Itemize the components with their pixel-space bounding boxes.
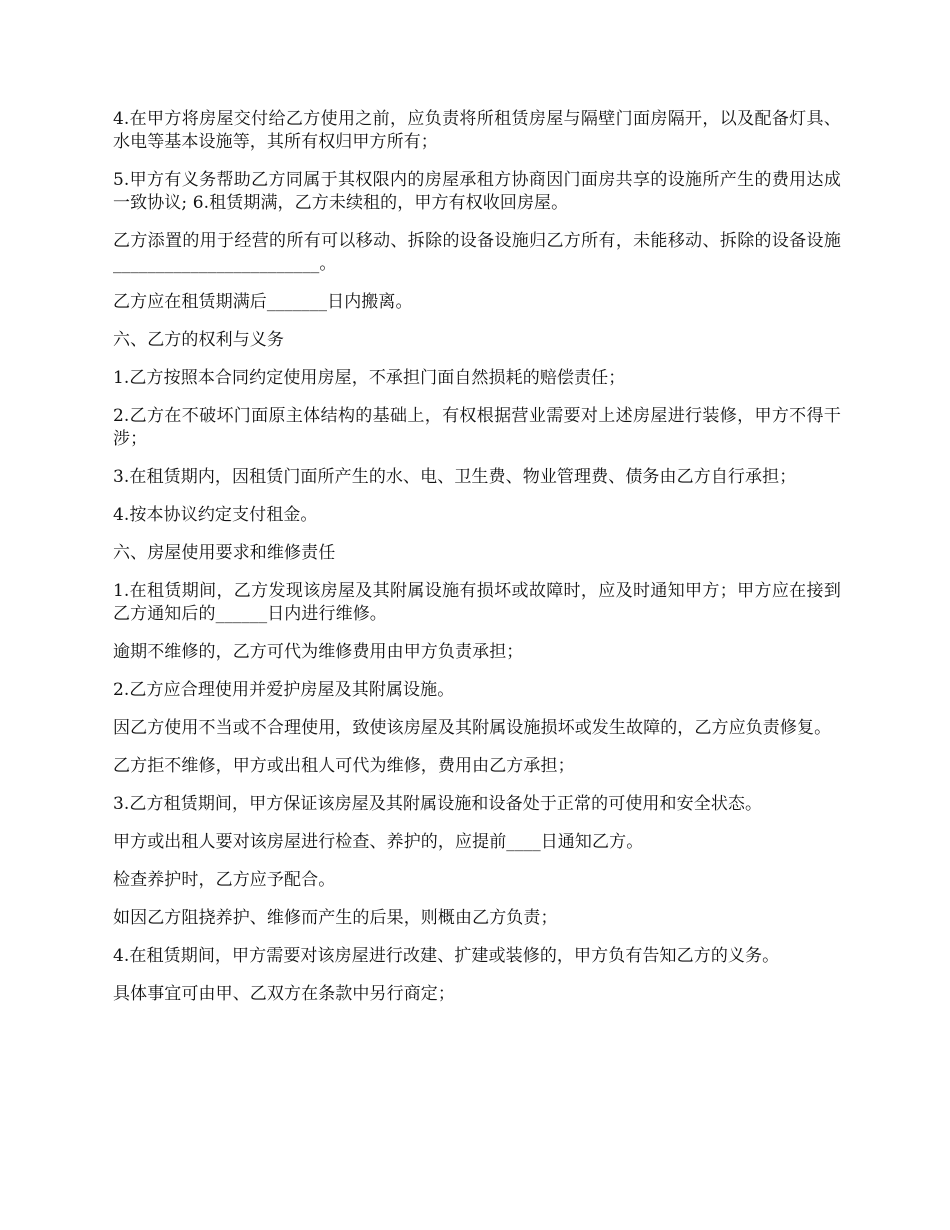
paragraph-tenant-clause-1: 1.乙方按照本合同约定使用房屋，不承担门面自然损耗的赔偿责任； — [113, 368, 626, 388]
section-heading-tenant-rights: 六、乙方的权利与义务 — [113, 330, 284, 350]
paragraph-obstruction-liability: 如因乙方阻挠养护、维修而产生的后果，则概由乙方负责； — [113, 908, 558, 928]
paragraph-clause-5-shared-facilities: 5.甲方有义务帮助乙方同属于其权限内的房屋承租方协商因门面房共享的设施所产生的费用达成一致协议; 6.租赁期满，乙方未续租的，甲方有权收回房屋。 — [113, 170, 841, 213]
paragraph-improper-use: 因乙方使用不当或不合理使用，致使该房屋及其附属设施损坏或发生故障的，乙方应负责修复。 — [113, 718, 832, 738]
paragraph-refusal-repair: 乙方拒不维修，甲方或出租人可代为维修，费用由乙方承担； — [113, 756, 575, 776]
paragraph-further-terms: 具体事宜可由甲、乙双方在条款中另行商定； — [113, 984, 455, 1004]
paragraph-clause-4-delivery: 4.在甲方将房屋交付给乙方使用之前，应负责将所租赁房屋与隔壁门面房隔开，以及配备灯具、水电等基本设施等，其所有权归甲方所有； — [113, 109, 841, 152]
paragraph-inspection-cooperation: 检查养护时，乙方应予配合。 — [113, 870, 336, 890]
paragraph-maintenance-clause-3: 3.乙方租赁期间，甲方保证该房屋及其附属设施和设备处于正常的可使用和安全状态。 — [113, 794, 763, 814]
paragraph-inspection-notice: 甲方或出租人要对该房屋进行检查、养护的，应提前____日通知乙方。 — [113, 832, 644, 852]
paragraph-move-out: 乙方应在租赁期满后_______日内搬离。 — [113, 292, 413, 312]
paragraph-equipment-ownership: 乙方添置的用于经营的所有可以移动、拆除的设备设施归乙方所有，未能移动、拆除的设备设施________________________。 — [113, 231, 841, 274]
paragraph-tenant-clause-3: 3.在租赁期内，因租赁门面所产生的水、电、卫生费、物业管理费、债务由乙方自行承担； — [113, 467, 797, 487]
paragraph-overdue-repair: 逾期不维修的，乙方可代为维修费用由甲方负责承担； — [113, 642, 524, 662]
paragraph-maintenance-clause-1: 1.在租赁期间，乙方发现该房屋及其附属设施有损坏或故障时，应及时通知甲方；甲方应在接到乙方通知后的______日内进行维修。 — [113, 581, 841, 624]
section-heading-maintenance: 六、房屋使用要求和维修责任 — [113, 543, 336, 563]
paragraph-maintenance-clause-4: 4.在租赁期间，甲方需要对该房屋进行改建、扩建或装修的，甲方负有告知乙方的义务。 — [113, 946, 780, 966]
paragraph-maintenance-clause-2: 2.乙方应合理使用并爱护房屋及其附属设施。 — [113, 680, 455, 700]
paragraph-tenant-clause-2: 2.乙方在不破坏门面原主体结构的基础上，有权根据营业需要对上述房屋进行装修，甲方不得干涉； — [113, 406, 841, 449]
document-body — [113, 108, 841, 1021]
paragraph-tenant-clause-4: 4.按本协议约定支付租金。 — [113, 505, 318, 525]
